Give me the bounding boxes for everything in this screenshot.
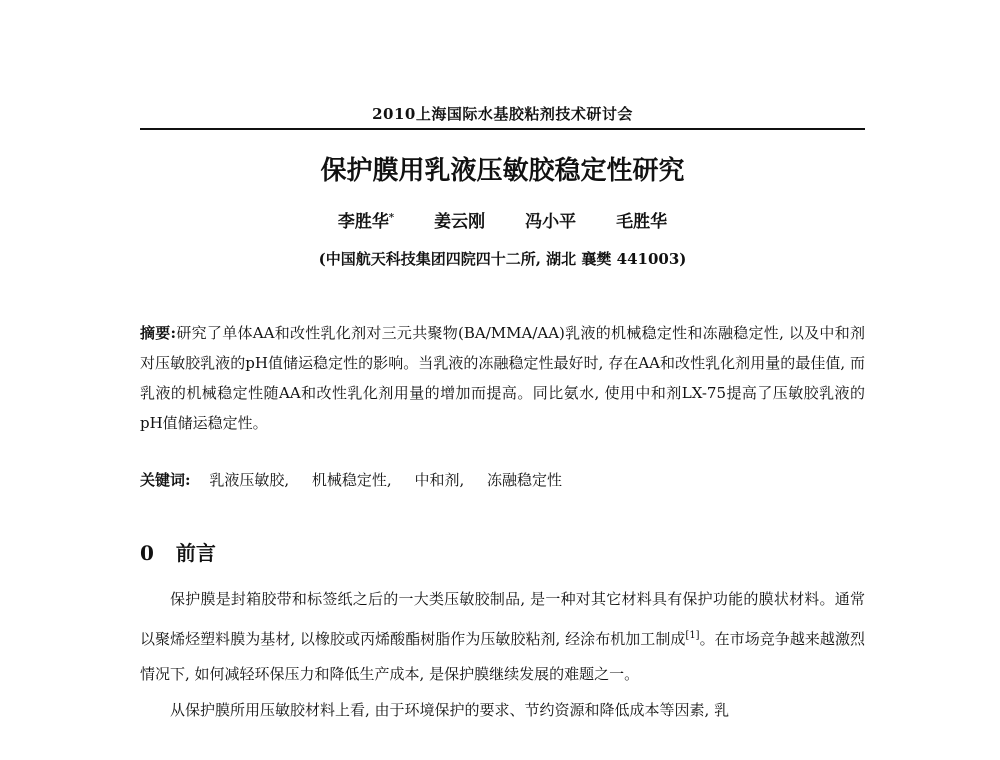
running-header: 2010上海国际水基胶粘剂技术研讨会 <box>372 105 633 123</box>
keyword: 冻融稳定性 <box>487 471 563 489</box>
author-name: 李胜华 <box>337 212 389 232</box>
author <box>525 207 576 232</box>
author-list <box>140 207 865 232</box>
section-number: 0 <box>140 541 154 565</box>
keyword: 乳液压敏胶, <box>209 471 290 489</box>
abstract <box>140 318 865 438</box>
abstract-text: 研究了单体AA和改性乳化剂对三元共聚物(BA/MMA/AA)乳液的机械稳定性和冻融稳定性, 以及中和剂对压敏胶乳液的pH值储运稳定性的影响。当乳液的冻融稳定性最好时, 存在AA和改性乳化剂用量的最佳值, 而乳液的机械稳定性随AA和改性乳化剂用量的增加而提高。同比氨水, 使用中和剂LX-75提高了压敏胶乳液的pH值储运稳定性。 <box>140 324 865 432</box>
author-name: 姜云刚 <box>434 212 486 232</box>
keywords-label: 关键词: <box>140 471 191 489</box>
citation-ref: [1] <box>685 629 700 641</box>
paragraph <box>140 693 865 729</box>
author-mark: * <box>388 212 395 224</box>
author-name: 冯小平 <box>525 212 577 232</box>
body-text <box>140 582 865 728</box>
section-title: 前言 <box>175 541 216 565</box>
paragraph-text: 从保护膜所用压敏胶材料上看, 由于环境保护的要求、节约资源和降低成本等因素, 乳 <box>170 700 730 719</box>
author <box>616 207 667 232</box>
header-rule <box>140 128 865 130</box>
affiliation: (中国航天科技集团四院四十二所, 湖北 襄樊 441003) <box>318 250 687 268</box>
paragraph <box>140 582 865 693</box>
keywords <box>140 468 865 492</box>
paper-title: 保护膜用乳液压敏胶稳定性研究 <box>320 156 685 186</box>
abstract-label: 摘要: <box>140 324 177 342</box>
author <box>434 207 485 232</box>
section-heading <box>140 537 865 566</box>
author <box>338 207 394 232</box>
paragraph-text: 保护膜是封箱胶带和标签纸之后的一大类压敏胶制品, 是一种对其它材料具有保护功能的膜状材料。通常以聚烯烃塑料膜为基材, 以橡胶或丙烯酸酯树脂作为压敏胶粘剂, 经涂布机加工制成 <box>140 590 865 648</box>
keyword: 机械稳定性, <box>311 471 392 489</box>
keyword: 中和剂, <box>414 471 465 489</box>
paragraph-text: 。在市场竞争越来越激烈情况下, 如何减轻环保压力和降低生产成本, 是保护膜继续发展的难题之一。 <box>140 629 865 683</box>
author-name: 毛胜华 <box>616 212 668 232</box>
